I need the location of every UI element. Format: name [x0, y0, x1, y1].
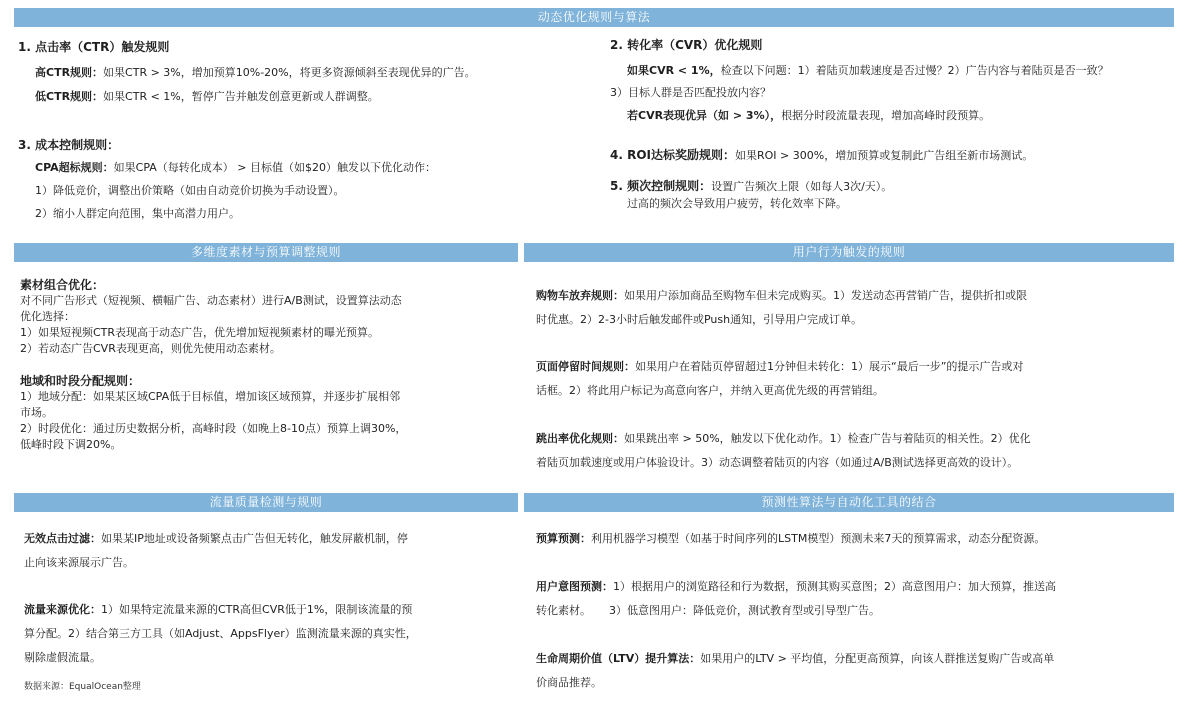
section-title-traffic-quality: 流量质量检测与规则: [14, 493, 518, 512]
roi-rule: [610, 146, 1033, 165]
traffic-source-line-2: 算分配。2）结合第三方工具（如Adjust、AppsFlyer）监测流量来源的真实性，: [24, 627, 417, 640]
data-source-note: 数据来源：EqualOcean整理: [24, 682, 141, 692]
page-stay-line-2: 话框。2）将此用户标记为高意向客户，并纳入更高优先级的再营销组。: [536, 384, 884, 397]
traffic-source-line-3: 剔除虚假流量。: [24, 651, 101, 664]
budget-forecast-text: 利用机器学习模型（如基于时间序列的LSTM模型）预测未来7天的预算需求，动态分配资源。: [591, 532, 1046, 545]
invalid-click-text-1: 如果某IP地址或设备频繁点击广告但无转化，触发屏蔽机制，停: [101, 532, 408, 545]
traffic-source-block: [24, 598, 417, 670]
frequency-rule: [610, 178, 892, 195]
cart-abandon-line-1: [536, 284, 1027, 308]
high-ctr-label: 高CTR规则：: [35, 66, 104, 79]
cart-abandon-block: [536, 284, 1027, 332]
cart-abandon-text-1: 如果用户添加商品至购物车但未完成购买。1）发送动态再营销广告，提供折扣或限: [624, 289, 1027, 302]
cost-heading: 3. 成本控制规则：: [18, 138, 120, 152]
cvr-good-label: 若CVR表现优异（如 > 3%），: [627, 109, 782, 122]
intent-predict-text-1: 1）根据用户的浏览路径和行为数据，预测其购买意图；2）高意图用户：加大预算，推送高: [613, 580, 1056, 593]
ltv-line-1: [536, 647, 1054, 671]
roi-label: 4. ROI达标奖励规则：: [610, 148, 735, 162]
cvr-good-text: 根据分时段流量表现，增加高峰时段预算。: [781, 109, 991, 122]
low-ctr-rule: [18, 87, 476, 106]
frequency-text: 设置广告频次上限（如每人3次/天）。: [711, 180, 893, 193]
page-stay-block: [536, 355, 1023, 403]
cpa-label: CPA超标规则：: [35, 161, 114, 174]
ctr-rules-block: [18, 38, 476, 106]
traffic-source-text-1: 1）如果特定流量来源的CTR高但CVR低于1%，限制该流量的预: [101, 603, 413, 616]
geo-time-block: [20, 373, 406, 453]
frequency-text-2: 过高的频次会导致用户疲劳，转化效率下降。: [627, 197, 847, 210]
cvr-low-label: 如果CVR < 1%，: [627, 64, 721, 77]
cart-abandon-label: 购物车放弃规则：: [536, 289, 624, 302]
bounce-rate-line-1: [536, 427, 1031, 451]
ltv-text-1: 如果用户的LTV > 平均值，分配更高预算，向该人群推送复购广告或高单: [700, 652, 1055, 665]
intent-predict-text-2b: 3）低意图用户：降低竞价，测试教育型或引导型广告。: [609, 604, 880, 617]
bounce-rate-text-1: 如果跳出率 > 50%，触发以下优化动作。1）检查广告与着陆页的相关性。2）优化: [624, 432, 1031, 445]
geo-time-line-4: 低峰时段下调20%。: [20, 438, 122, 451]
cpa-rule: [18, 158, 436, 177]
budget-forecast-block: [536, 527, 1045, 551]
budget-forecast-label: 预算预测：: [536, 532, 591, 545]
intent-predict-label: 用户意图预测：: [536, 580, 613, 593]
roi-rule-block: [610, 146, 1033, 165]
traffic-source-label: 流量来源优化：: [24, 603, 101, 616]
ltv-block: [536, 647, 1054, 695]
intent-predict-text-2: 转化素材。: [536, 604, 591, 617]
traffic-source-line-1: [24, 598, 417, 622]
cpa-step-2: 2）缩小人群定向范围，集中高潜力用户。: [35, 207, 240, 220]
invalid-click-block: [24, 527, 408, 575]
frequency-rule-block: [610, 178, 892, 212]
material-combo-line-1: 对不同广告形式（短视频、横幅广告、动态素材）进行A/B测试，设置算法动态: [20, 294, 402, 307]
material-combo-block: [20, 277, 402, 357]
cvr-rules-block: [610, 36, 1109, 125]
material-combo-line-2: 优化选择：: [20, 310, 75, 323]
cart-abandon-line-2: 时优惠。2）2-3小时后触发邮件或Push通知，引导用户完成订单。: [536, 313, 863, 326]
cpa-step-1: 1）降低竞价，调整出价策略（如由自动竞价切换为手动设置）。: [35, 184, 345, 197]
high-ctr-text: 如果CTR > 3%，增加预算10%-20%，将更多资源倾斜至表现优异的广告。: [103, 66, 476, 79]
invalid-click-line-1: [24, 527, 408, 551]
cvr-good-rule: [610, 106, 1109, 125]
invalid-click-line-2: 止向该来源展示广告。: [24, 556, 134, 569]
geo-time-heading: 地域和时段分配规则：: [20, 374, 141, 388]
material-combo-line-4: 2）若动态广告CVR表现更高，则优先使用动态素材。: [20, 342, 281, 355]
page-stay-text-1: 如果用户在着陆页停留超过1分钟但未转化：1）展示“最后一步”的提示广告或对: [635, 360, 1024, 373]
material-combo-heading: 素材组合优化：: [20, 278, 105, 292]
geo-time-line-1: 1）地域分配：如果某区域CPA低于目标值，增加该区域预算，并逐步扩展相邻: [20, 390, 401, 403]
invalid-click-label: 无效点击过滤：: [24, 532, 101, 545]
ltv-line-2: 价商品推荐。: [536, 676, 602, 689]
intent-predict-block: [536, 575, 1056, 623]
section-title-predictive-algo: 预测性算法与自动化工具的结合: [524, 493, 1174, 512]
budget-forecast-line: [536, 527, 1045, 551]
cvr-low-rule: [610, 61, 1109, 80]
section-title-dynamic-rules: 动态优化规则与算法: [14, 8, 1174, 27]
bounce-rate-line-2: 着陆页加载速度或用户体验设计。3）动态调整着陆页的内容（如通过A/B测试选择更高效的设计）。: [536, 456, 1019, 469]
bounce-rate-label: 跳出率优化规则：: [536, 432, 624, 445]
section-title-material-budget: 多维度素材与预算调整规则: [14, 243, 518, 262]
ctr-heading: 1. 点击率（CTR）触发规则: [18, 40, 170, 54]
bounce-rate-block: [536, 427, 1031, 475]
roi-text: 如果ROI > 300%，增加预算或复制此广告组至新市场测试。: [735, 149, 1034, 162]
cost-control-block: [18, 136, 436, 223]
cvr-low-text: 检查以下问题：1）着陆页加载速度是否过慢？2）广告内容与着陆页是否一致？: [720, 64, 1109, 77]
cpa-text: 如果CPA（每转化成本） > 目标值（如$20）触发以下优化动作：: [113, 161, 436, 174]
high-ctr-rule: [18, 63, 476, 82]
intent-predict-line-2: [536, 599, 1056, 623]
cvr-low-text-2: 3）目标人群是否匹配投放内容？: [610, 86, 771, 99]
material-combo-line-3: 1）如果短视频CTR表现高于动态广告，优先增加短视频素材的曝光预算。: [20, 326, 380, 339]
page-stay-label: 页面停留时间规则：: [536, 360, 635, 373]
ltv-label: 生命周期价值（LTV）提升算法：: [536, 652, 701, 665]
intent-predict-line-1: [536, 575, 1056, 599]
section-title-user-behavior: 用户行为触发的规则: [524, 243, 1174, 262]
geo-time-line-3: 2）时段优化：通过历史数据分析，高峰时段（如晚上8-10点）预算上调30%，: [20, 422, 407, 435]
low-ctr-label: 低CTR规则：: [35, 90, 104, 103]
page-stay-line-1: [536, 355, 1023, 379]
frequency-label: 5. 频次控制规则：: [610, 179, 712, 193]
geo-time-line-2: 市场。: [20, 406, 53, 419]
cvr-heading: 2. 转化率（CVR）优化规则: [610, 38, 763, 52]
low-ctr-text: 如果CTR < 1%，暂停广告并触发创意更新或人群调整。: [103, 90, 379, 103]
